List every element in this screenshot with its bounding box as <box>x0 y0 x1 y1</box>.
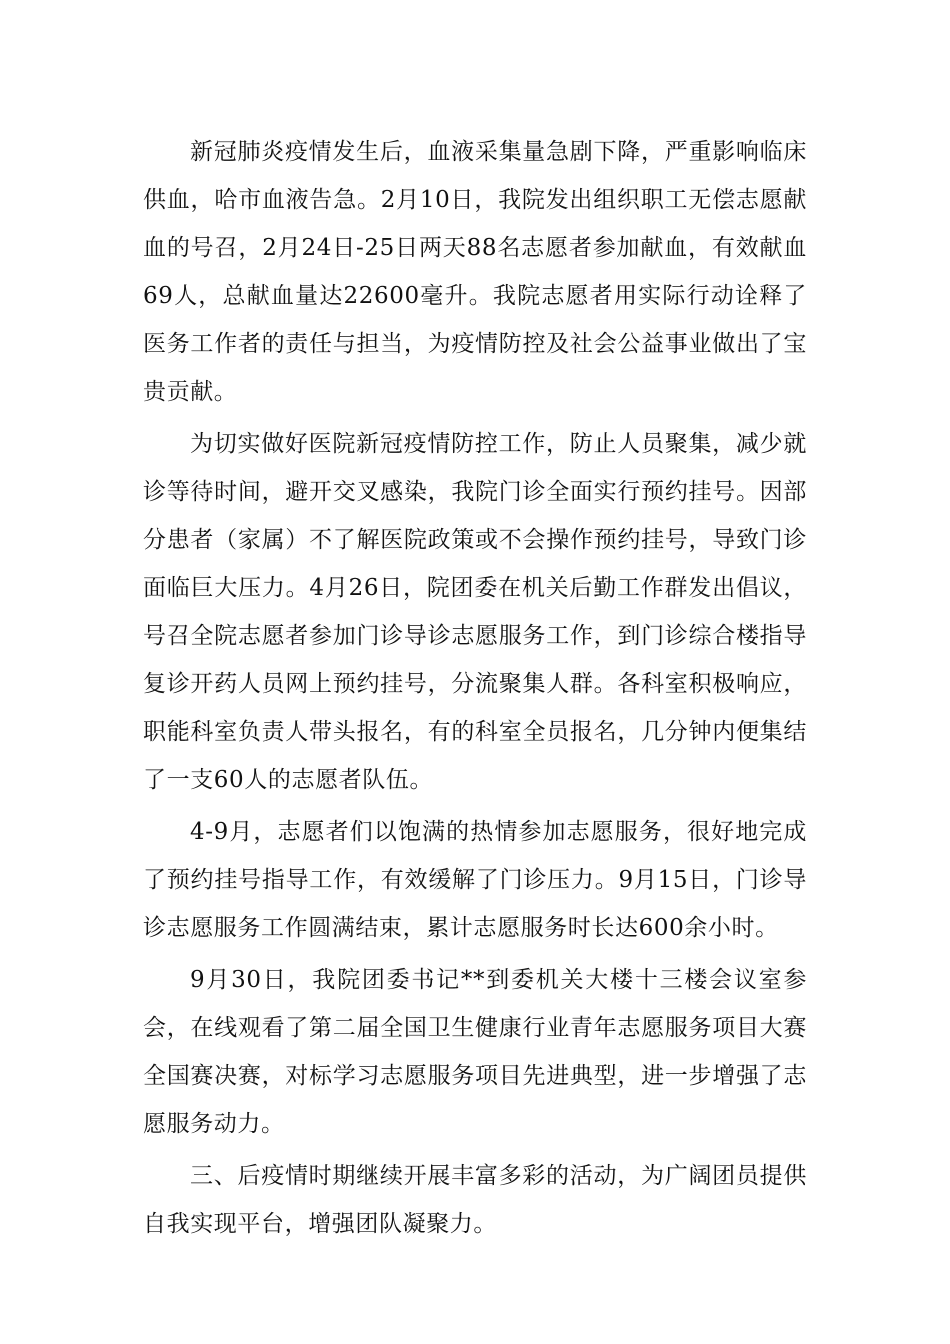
paragraph-competition-viewing: 9月30日，我院团委书记**到委机关大楼十三楼会议室参会，在线观看了第二届全国卫生健康行业青年志愿服务项目大赛全国赛决赛，对标学习志愿服务项目先进典型，进一步增强了志愿服务动力。 <box>143 967 807 1137</box>
paragraph-blood-donation: 新冠肺炎疫情发生后，血液采集量急剧下降，严重影响临床供血，哈市血液告急。2月10日，我院发出组织职工无偿志愿献血的号召，2月24日-25日两天88名志愿者参加献血，有效献血69人，总献血量达22600毫升。我院志愿者用实际行动诠释了医务工作者的责任与担当，为疫情防控及社会公益事业做出了宝贵贡献。 <box>143 139 807 405</box>
document-body <box>143 128 807 1252</box>
section-heading-three: 三、后疫情时期继续开展丰富多彩的活动，为广阔团员提供自我实现平台，增强团队凝聚力。 <box>143 1163 807 1237</box>
paragraph-volunteer-service: 4-9月，志愿者们以饱满的热情参加志愿服务，很好地完成了预约挂号指导工作，有效缓解了门诊压力。9月15日，门诊导诊志愿服务工作圆满结束，累计志愿服务时长达600余小时。 <box>143 819 807 941</box>
paragraph-appointment-registration: 为切实做好医院新冠疫情防控工作，防止人员聚集，减少就诊等待时间，避开交叉感染，我院门诊全面实行预约挂号。因部分患者（家属）不了解医院政策或不会操作预约挂号，导致门诊面临巨大压力。4月26日，院团委在机关后勤工作群发出倡议，号召全院志愿者参加门诊导诊志愿服务工作，到门诊综合楼指导复诊开药人员网上预约挂号，分流聚集人群。各科室积极响应，职能科室负责人带头报名，有的科室全员报名，几分钟内便集结了一支60人的志愿者队伍。 <box>143 431 807 793</box>
